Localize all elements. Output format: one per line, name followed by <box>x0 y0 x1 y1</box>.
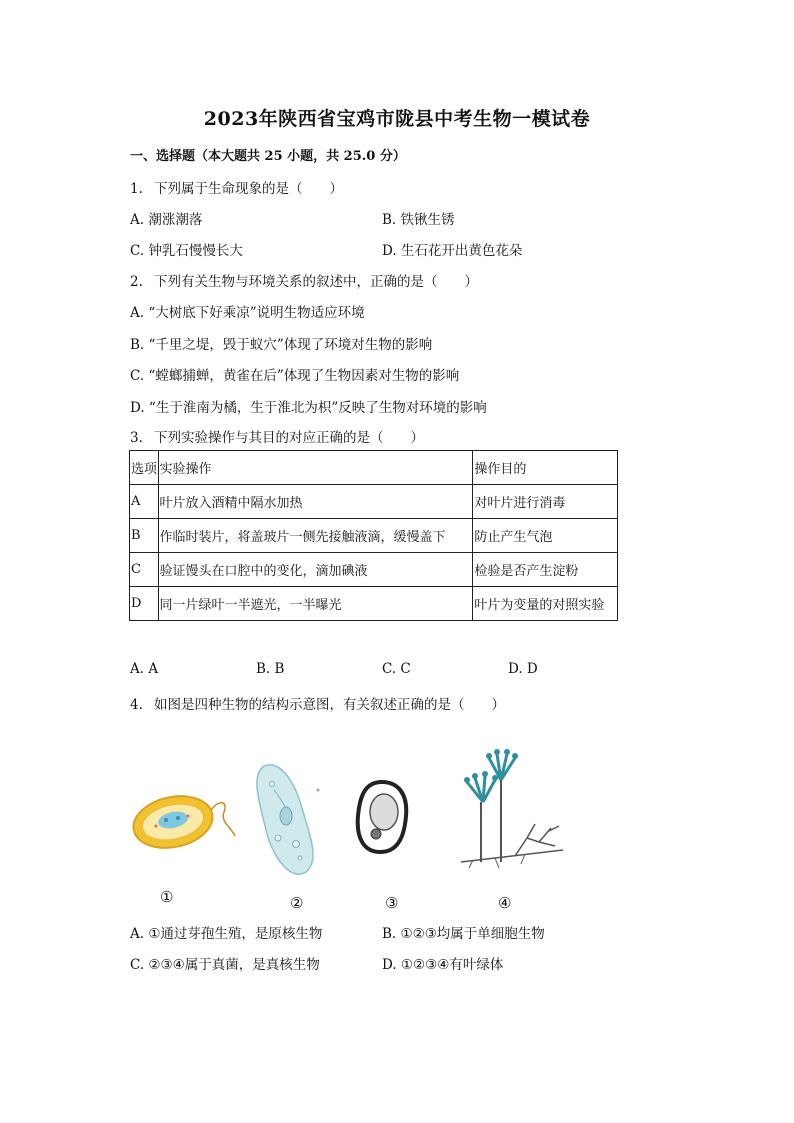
bacterium-figure <box>128 780 238 860</box>
question-number: 3. <box>130 430 143 446</box>
question-2 <box>130 270 478 290</box>
table-cell: A <box>130 485 159 519</box>
table-cell: C <box>130 553 159 587</box>
question-number: 4. <box>130 697 143 713</box>
table-row <box>130 519 618 553</box>
q4-option-d: D. ①②③④有叶绿体 <box>382 957 504 973</box>
q1-option-d: D. 生石花开出黄色花朵 <box>382 243 523 259</box>
q2-option-a: A. “大树底下好乘凉”说明生物适应环境 <box>130 305 365 321</box>
table-cell: 作临时装片，将盖玻片一侧先接触液滴，缓慢盖下 <box>158 519 473 553</box>
table-row <box>130 587 618 621</box>
q4-option-c: C. ②③④属于真菌，是真核生物 <box>130 957 320 973</box>
figure-label-3: ③ <box>385 894 399 912</box>
question-stem: 如图是四种生物的结构示意图，有关叙述正确的是（ ） <box>154 697 505 713</box>
q2-option-d: D. “生于淮南为橘，生于淮北为枳”反映了生物对环境的影响 <box>130 400 487 416</box>
question-stem: 下列实验操作与其目的对应正确的是（ ） <box>154 430 424 446</box>
table-cell: D <box>130 587 159 621</box>
table-row <box>130 485 618 519</box>
table-cell: 叶片为变量的对照实验 <box>473 587 618 621</box>
q3-option-a: A. A <box>130 661 159 677</box>
paramecium-figure <box>250 760 330 880</box>
figure-label-2: ② <box>290 894 304 912</box>
question-1 <box>130 177 343 197</box>
question-4 <box>130 693 505 713</box>
mold-figure <box>455 746 567 868</box>
q2-option-b: B. “千里之堤，毁于蚁穴”体现了环境对生物的影响 <box>130 337 433 353</box>
q3-option-b: B. B <box>256 661 285 677</box>
section-heading: 一、选择题（本大题共 25 小题，共 25.0 分） <box>130 149 406 164</box>
q2-option-c: C. “螳螂捕蝉，黄雀在后”体现了生物因素对生物的影响 <box>130 368 460 384</box>
q3-option-c: C. C <box>382 661 411 677</box>
table-header-cell: 实验操作 <box>158 451 473 485</box>
table-cell: 叶片放入酒精中隔水加热 <box>158 485 473 519</box>
question-3 <box>130 426 424 446</box>
question-stem: 下列属于生命现象的是（ ） <box>154 181 343 197</box>
table-cell: 对叶片进行消毒 <box>473 485 618 519</box>
table-header-cell: 选项 <box>130 451 159 485</box>
question-number: 2. <box>130 274 143 290</box>
yeast-cell-figure <box>352 778 412 858</box>
figure-label-1: ① <box>160 888 174 906</box>
table-cell: 防止产生气泡 <box>473 519 618 553</box>
question-number: 1. <box>130 181 143 197</box>
table-header-cell: 操作目的 <box>473 451 618 485</box>
q4-option-a: A. ①通过芽孢生殖，是原核生物 <box>130 926 323 942</box>
q1-option-c: C. 钟乳石慢慢长大 <box>130 243 243 259</box>
table-cell: 检验是否产生淀粉 <box>473 553 618 587</box>
q4-option-b: B. ①②③均属于单细胞生物 <box>382 926 545 942</box>
table-cell: B <box>130 519 159 553</box>
page-title: 2023年陕西省宝鸡市陇县中考生物一模试卷 <box>203 108 591 130</box>
q1-option-a: A. 潮涨潮落 <box>130 212 203 228</box>
table-header-row <box>130 451 618 485</box>
q3-option-d: D. D <box>508 661 538 677</box>
table-cell: 验证馒头在口腔中的变化，滴加碘液 <box>158 553 473 587</box>
question-stem: 下列有关生物与环境关系的叙述中，正确的是（ ） <box>154 274 478 290</box>
q1-option-b: B. 铁锹生锈 <box>382 212 455 228</box>
table-row <box>130 553 618 587</box>
table-cell: 同一片绿叶一半遮光，一半曝光 <box>158 587 473 621</box>
figure-label-4: ④ <box>498 894 512 912</box>
experiment-table <box>129 450 618 621</box>
